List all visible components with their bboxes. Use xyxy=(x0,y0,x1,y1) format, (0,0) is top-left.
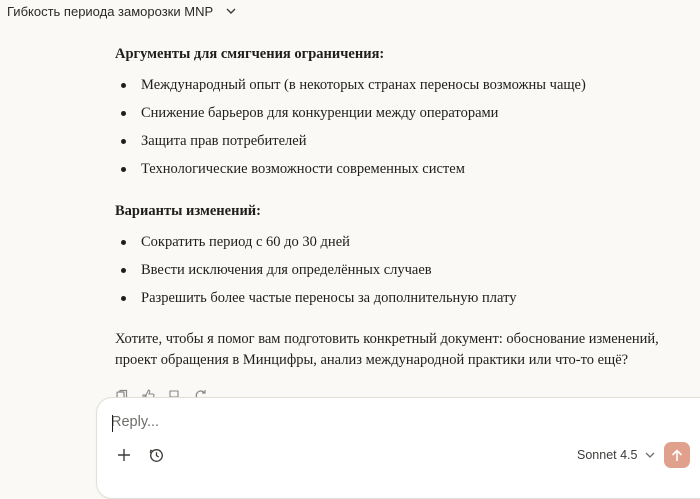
conversation-header xyxy=(0,0,700,22)
section-heading-variants: Варианты изменений: xyxy=(115,203,261,219)
list-item: Защита прав потребителей xyxy=(115,131,675,159)
section-heading-arguments: Аргументы для смягчения ограничения: xyxy=(115,46,385,62)
assistant-message xyxy=(115,44,675,371)
list-item: Снижение барьеров для конкуренции между операторами xyxy=(115,103,675,131)
plus-icon[interactable] xyxy=(115,446,133,464)
chevron-down-icon[interactable] xyxy=(225,5,237,17)
arguments-list xyxy=(115,75,675,187)
list-item: Международный опыт (в некоторых странах переносы возможны чаще) xyxy=(115,75,675,103)
list-item: Ввести исключения для определённых случаев xyxy=(115,260,675,288)
list-item: Разрешить более частые переносы за дополнительную плату xyxy=(115,288,675,316)
variants-list xyxy=(115,232,675,316)
list-item: Сократить период с 60 до 30 дней xyxy=(115,232,675,260)
reply-composer xyxy=(96,397,700,499)
send-button[interactable] xyxy=(664,442,690,468)
composer-tools xyxy=(115,446,165,464)
arrow-up-icon xyxy=(671,449,683,462)
model-name: Sonnet 4.5 xyxy=(577,448,638,462)
closing-paragraph: Хотите, чтобы я помог вам подготовить конкретный документ: обоснование изменений, проект обращения в Минцифры, анализ международной практики или что-то ещё? xyxy=(115,331,659,368)
clock-icon[interactable] xyxy=(147,446,165,464)
text-caret xyxy=(112,415,113,432)
model-selector[interactable] xyxy=(577,448,655,462)
chevron-down-icon xyxy=(645,448,655,462)
conversation-title[interactable]: Гибкость периода заморозки MNP xyxy=(7,3,214,19)
list-item: Технологические возможности современных систем xyxy=(115,159,675,187)
reply-input[interactable] xyxy=(111,414,671,430)
